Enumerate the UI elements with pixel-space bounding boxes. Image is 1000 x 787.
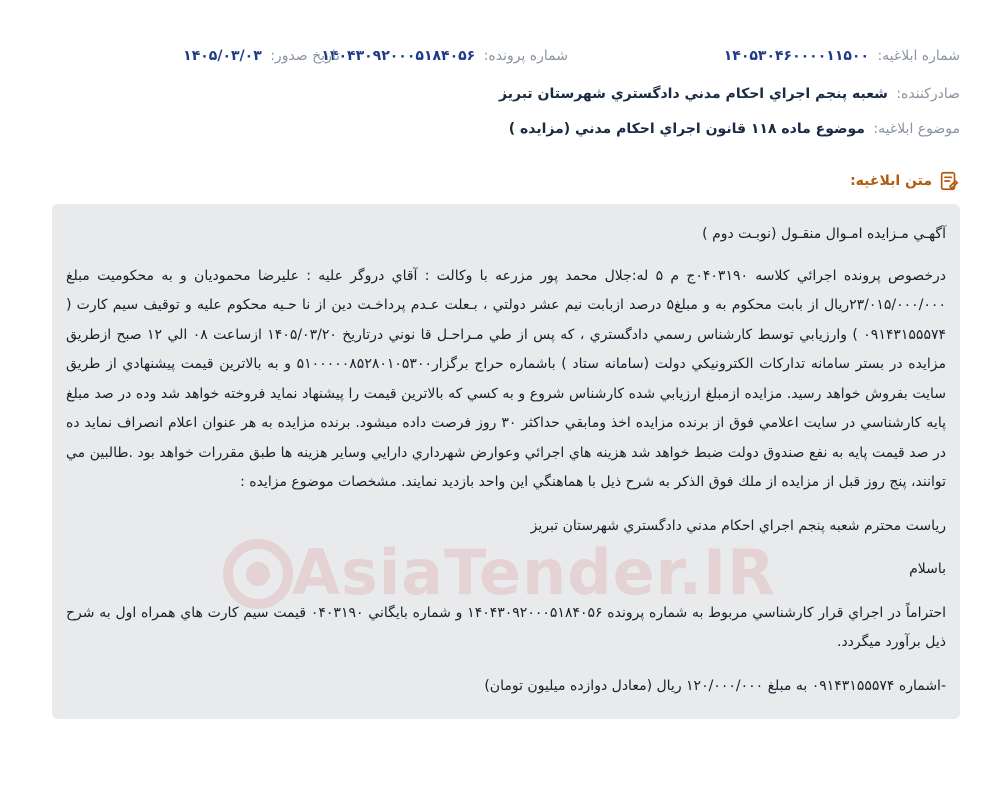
issuer-label: صادرکننده: <box>896 86 960 102</box>
file-number-value: ۱۴۰۴۳۰۹۲۰۰۰۵۱۸۴۰۵۶ <box>321 48 476 64</box>
issue-date-label: تاریخ صدور: <box>270 48 340 64</box>
watermark-text: AsiaTender.IR <box>292 536 776 609</box>
file-number <box>321 48 568 64</box>
notice-body <box>66 220 946 701</box>
notice-paragraph-1: درخصوص پرونده اجرائي كلاسه ۰۴۰۳۱۹۰ج م ۵ له:جلال محمد پور مزرعه با وكالت : آقاي دروگر عليه : عليرضا محموديان و به محكوميت مبلغ ۲۳/۰۱۵/۰۰۰/۰۰۰ريال از بابت محكوم به و مبلغ۵ درصد ازبابت نيم عشر دولتي ، بـعلت عـدم پرداخـت دين از نا حـيه محكوم عليه و توقيف سيم كارت ( ۰۹۱۴۳۱۵۵۵۷۴ ) وارزيابي توسط كارشناس رسمي دادگستري ، كه پس از طي مـراحـل قا نوني درتاريخ ۱۴۰۵/۰۳/۲۰ ازساعت ۰۸ الي ۱۲ صبح ازطريق مزايده در بستر سامانه تداركات الكترونيكي دولت (سامانه ستاد ) باشماره حراج برگزار۵۱۰۰۰۰۰۸۵۲۸۰۱۰۵۳۰۰ و به بالاترين قيمت پيشنهادي از طريق سايت بفروش خواهد رسيد. مزايده ازمبلغ ارزيابي شده كارشناس شروع و به كسي كه بالاترين قيمت را پيشنهاد نمايد فروخته خواهد شد وده در صد مبلغ پايه كارشناسي در سايت اعلامي فوق از برنده مزايده اخذ ومابقي حداكثر ۳۰ روز فرصت داده ميشود. برنده مزايده به هر عنوان اعلام انصراف نمايد ده در صد قيمت پايه به نفع صندوق دولت ضبط خواهد شد هزينه هاي اجرائي وعوارض شهرداري دارايي وساير هزينه ها طبق مقررات خواهد بود .طالبين مي توانند، پنج روز قبل از مزايده از ملك فوق الذكر به شرح ذيل با هماهنگي اين واحد بازديد نمايند. مشخصات موضوع مزايده : <box>66 267 946 490</box>
notice-number <box>724 48 960 64</box>
issue-date-value: ۱۴۰۵/۰۳/۰۳ <box>183 48 262 64</box>
subject-line <box>40 121 960 137</box>
notice-body-title: آگهـي مـزايده امـوال منقـول (نوبـت دوم ) <box>702 226 946 242</box>
subject-label: موضوع ابلاغيه: <box>873 121 960 137</box>
header-meta-row <box>40 48 960 70</box>
subject-value: موضوع ماده ۱۱۸ قانون اجراي احكام مدني (مزايده ) <box>508 121 865 137</box>
notice-paragraph-5: -اشماره ۰۹۱۴۳۱۵۵۵۷۴ به مبلغ ۱۲۰/۰۰۰/۰۰۰ ريال (معادل دوازده ميليون تومان) <box>484 677 946 694</box>
notice-paragraph-3: باسلام <box>909 561 946 577</box>
issuer-value: شعبه پنجم اجراي احكام مدني دادگستري شهرستان تبريز <box>499 86 888 102</box>
notice-text-heading <box>850 170 960 192</box>
notice-text-panel <box>52 204 960 719</box>
file-number-label: شماره پرونده: <box>483 48 568 64</box>
notice-paragraph-4: احتراماً در اجراي قرار كارشناسي مربوط به شماره پرونده ۱۴۰۴۳۰۹۲۰۰۰۵۱۸۴۰۵۶ و شماره بايگاني ۰۴۰۳۱۹۰ قيمت سيم كارت هاي همراه اول به شرح ذيل برآورد ميگردد. <box>66 604 946 650</box>
issue-date <box>183 48 340 64</box>
notice-number-value: ۱۴۰۵۳۰۴۶۰۰۰۰۱۱۵۰۰ <box>723 48 869 64</box>
notice-paragraph-2: رياست محترم شعبه پنجم اجراي احكام مدني دادگستري شهرستان تبريز <box>530 517 946 534</box>
issuer-line <box>40 86 960 102</box>
note-icon <box>938 170 960 192</box>
notice-number-label: شماره ابلاغيه: <box>877 48 960 64</box>
notice-text-title: متن ابلاغيه: <box>850 173 932 189</box>
